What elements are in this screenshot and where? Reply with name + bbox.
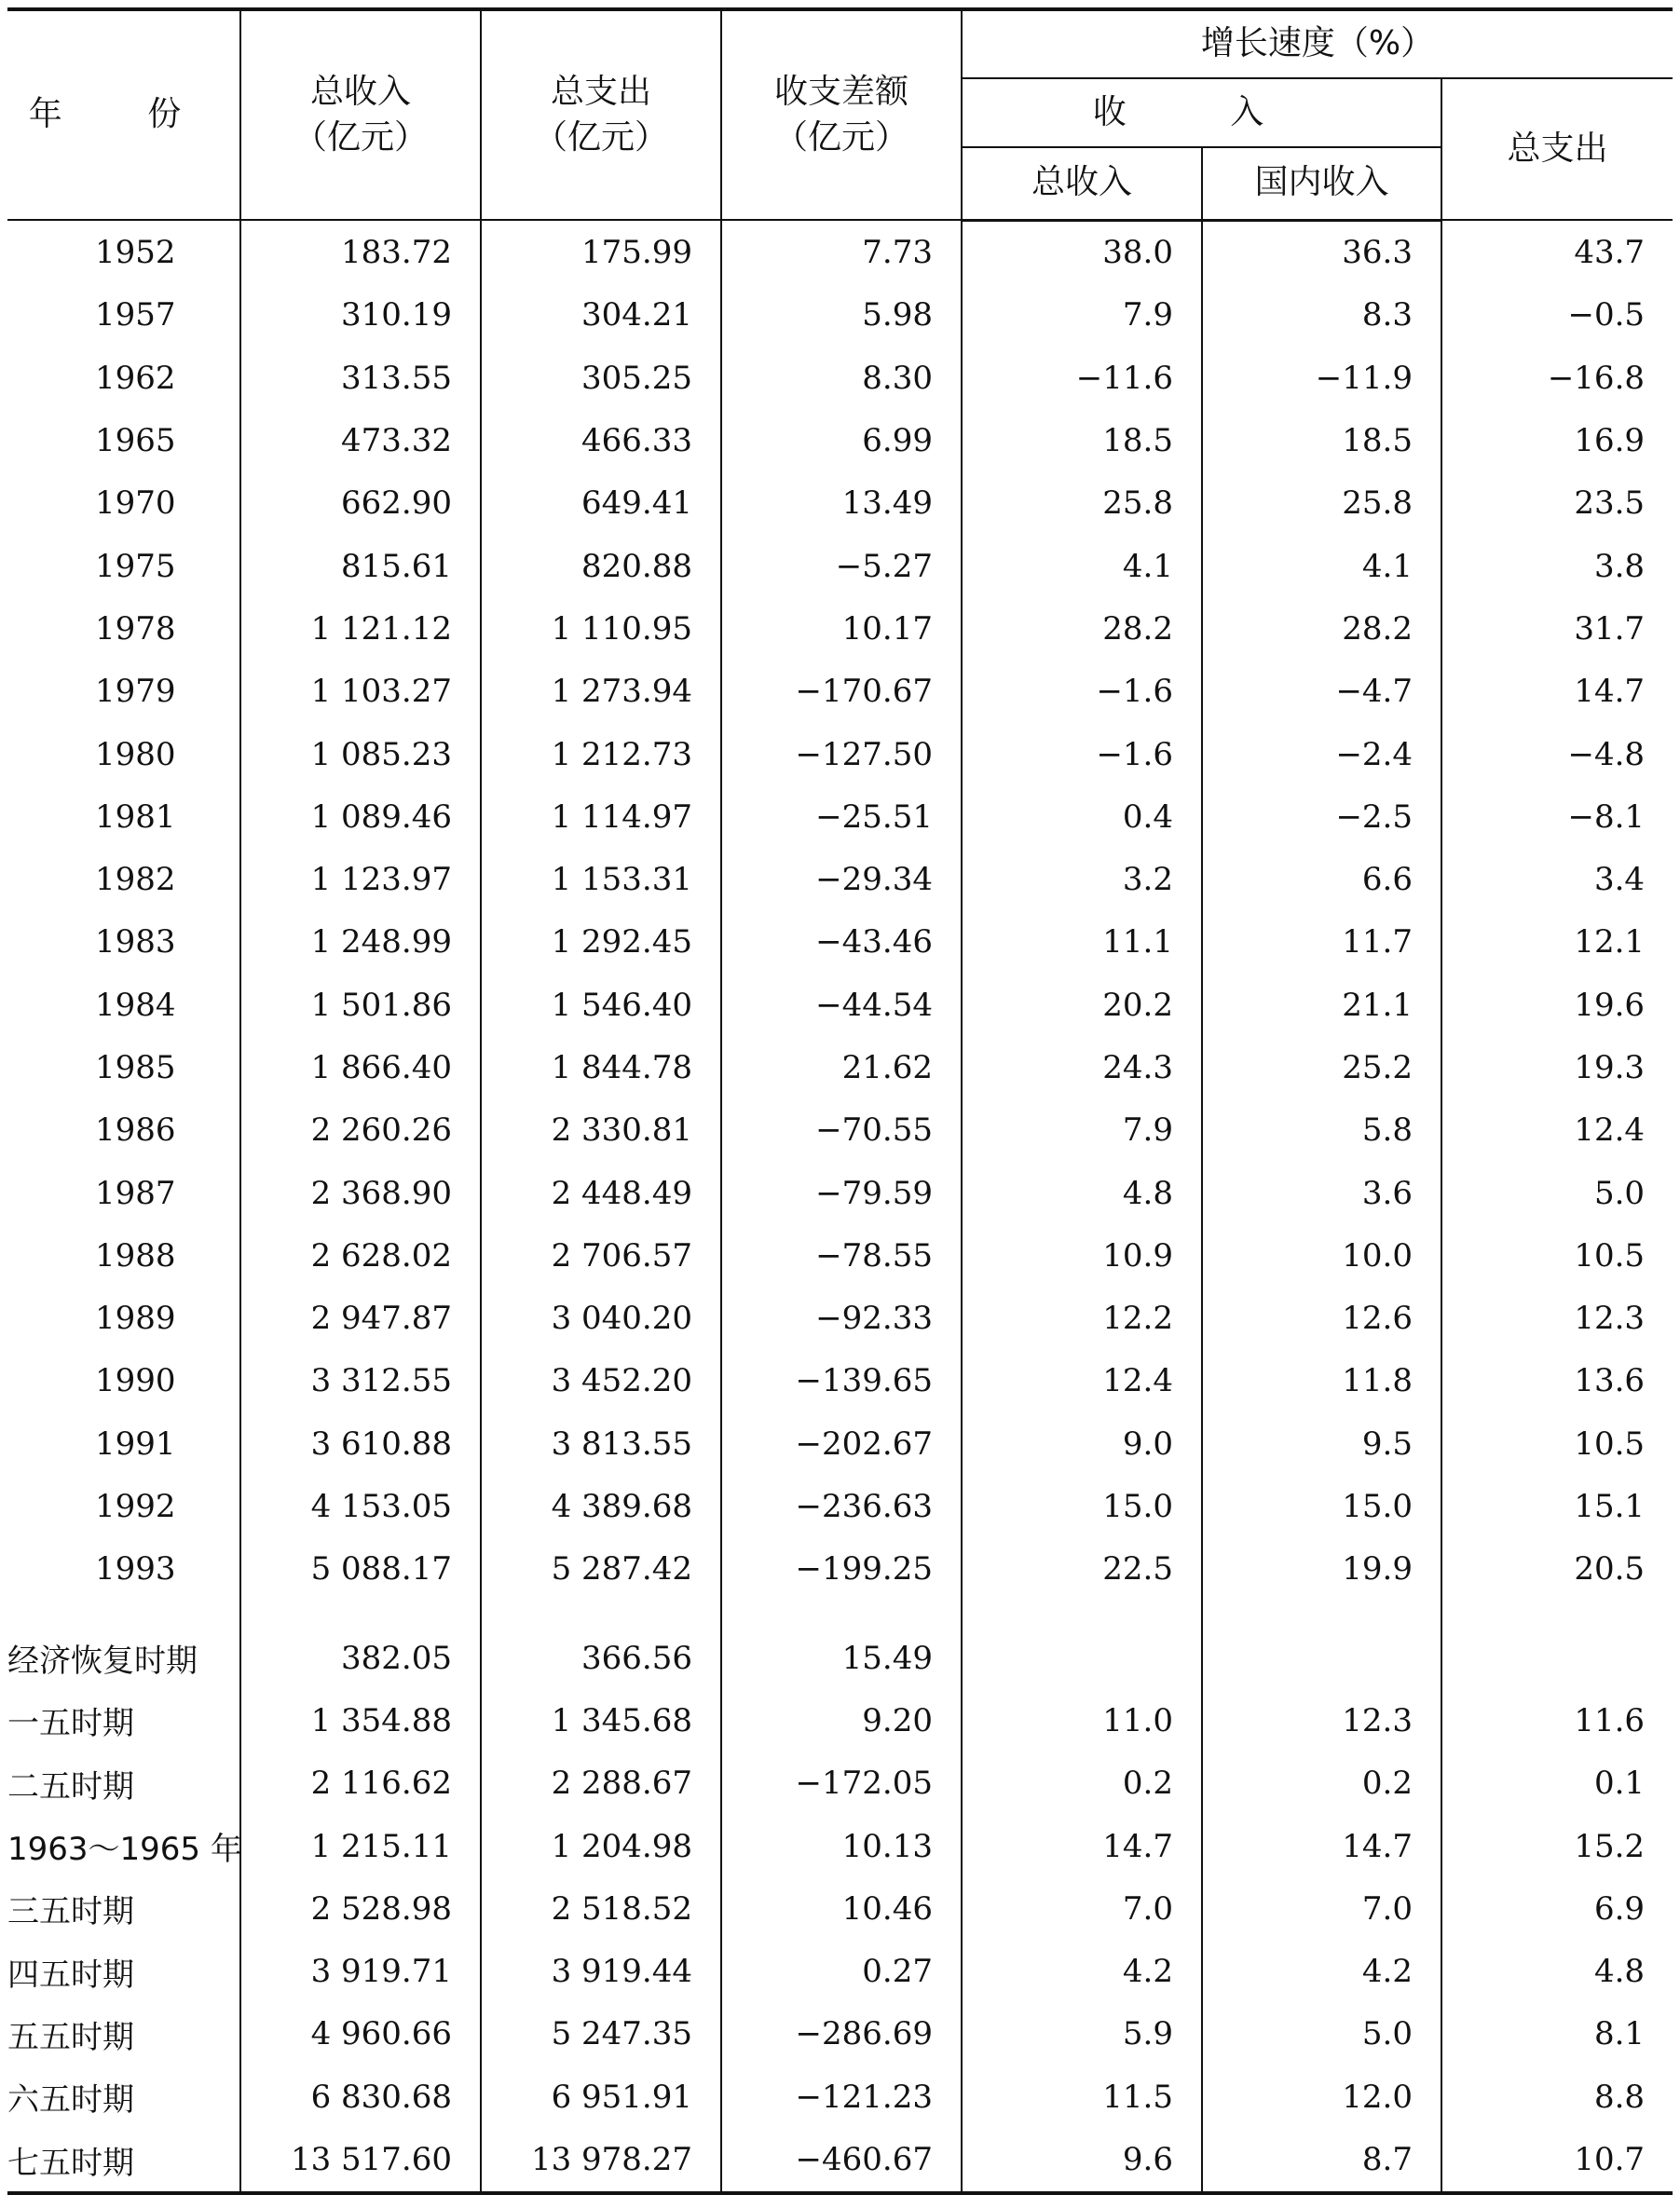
cell-growth-domestic-revenue: 11.8 xyxy=(1202,1350,1441,1412)
cell-growth-total-revenue: 25.8 xyxy=(962,472,1202,535)
cell-total-revenue: 2 947.87 xyxy=(240,1288,481,1350)
cell-growth-total-expenditure: 4.8 xyxy=(1441,1941,1673,2003)
cell-label: 1989 xyxy=(7,1288,240,1350)
cell-label: 二五时期 xyxy=(7,1752,240,1815)
cell-growth-total-expenditure: 0.1 xyxy=(1441,1752,1673,1815)
cell-total-revenue: 313.55 xyxy=(240,347,481,409)
cell-total-expenditure: 175.99 xyxy=(481,220,721,284)
year-row xyxy=(7,1475,1673,1537)
cell-total-revenue: 1 501.86 xyxy=(240,974,481,1036)
cell-growth-total-expenditure xyxy=(1441,1627,1673,1689)
cell-total-expenditure: 2 288.67 xyxy=(481,1752,721,1815)
cell-growth-total-revenue: 9.0 xyxy=(962,1412,1202,1475)
cell-growth-total-expenditure: −4.8 xyxy=(1441,723,1673,785)
cell-balance: −139.65 xyxy=(721,1350,962,1412)
cell-total-expenditure: 649.41 xyxy=(481,472,721,535)
cell-balance: 13.49 xyxy=(721,472,962,535)
cell-label: 五五时期 xyxy=(7,2003,240,2065)
cell-growth-domestic-revenue: 25.2 xyxy=(1202,1036,1441,1098)
cell-total-revenue: 3 919.71 xyxy=(240,1941,481,2003)
cell-growth-total-revenue: 15.0 xyxy=(962,1475,1202,1537)
cell-total-expenditure: 1 546.40 xyxy=(481,974,721,1036)
cell-growth-domestic-revenue: 12.3 xyxy=(1202,1689,1441,1752)
cell-growth-total-expenditure: 12.1 xyxy=(1441,911,1673,974)
cell-growth-total-expenditure: 8.8 xyxy=(1441,2065,1673,2128)
cell-growth-total-revenue xyxy=(962,1627,1202,1689)
cell-growth-total-expenditure: 23.5 xyxy=(1441,472,1673,535)
fiscal-data-table xyxy=(7,7,1673,2195)
cell-total-expenditure: 2 448.49 xyxy=(481,1162,721,1224)
cell-total-expenditure: 1 273.94 xyxy=(481,661,721,723)
cell-balance: −79.59 xyxy=(721,1162,962,1224)
year-row xyxy=(7,785,1673,848)
cell-growth-domestic-revenue: −4.7 xyxy=(1202,661,1441,723)
period-row xyxy=(7,2003,1673,2065)
cell-growth-total-revenue: −1.6 xyxy=(962,661,1202,723)
cell-balance: −78.55 xyxy=(721,1224,962,1287)
cell-total-expenditure: 466.33 xyxy=(481,409,721,471)
cell-growth-domestic-revenue: −11.9 xyxy=(1202,347,1441,409)
cell-growth-domestic-revenue: 25.8 xyxy=(1202,472,1441,535)
cell-total-revenue: 1 089.46 xyxy=(240,785,481,848)
cell-balance: −286.69 xyxy=(721,2003,962,2065)
cell-label: 1952 xyxy=(7,220,240,284)
cell-balance: 15.49 xyxy=(721,1627,962,1689)
cell-growth-domestic-revenue: 15.0 xyxy=(1202,1475,1441,1537)
cell-growth-total-revenue: 11.0 xyxy=(962,1689,1202,1752)
cell-growth-total-expenditure: 15.2 xyxy=(1441,1815,1673,1877)
cell-label: 1970 xyxy=(7,472,240,535)
cell-total-expenditure: 1 292.45 xyxy=(481,911,721,974)
cell-label: 1957 xyxy=(7,284,240,347)
year-row xyxy=(7,472,1673,535)
period-row xyxy=(7,1752,1673,1815)
cell-growth-total-revenue: 7.9 xyxy=(962,284,1202,347)
year-row xyxy=(7,1036,1673,1098)
header-total-revenue: 总收入 （亿元） xyxy=(240,9,481,220)
cell-growth-total-expenditure: 12.3 xyxy=(1441,1288,1673,1350)
header-growth-total-expenditure: 总支出 xyxy=(1441,78,1673,220)
cell-growth-domestic-revenue: −2.5 xyxy=(1202,785,1441,848)
cell-balance: 10.17 xyxy=(721,597,962,660)
cell-total-expenditure: 304.21 xyxy=(481,284,721,347)
cell-total-revenue: 2 628.02 xyxy=(240,1224,481,1287)
cell-label: 1987 xyxy=(7,1162,240,1224)
header-growth-rate: 增长速度（%） xyxy=(962,9,1673,78)
cell-label: 1982 xyxy=(7,848,240,910)
cell-growth-total-revenue: 4.1 xyxy=(962,535,1202,597)
cell-total-revenue: 3 610.88 xyxy=(240,1412,481,1475)
cell-growth-total-expenditure: 16.9 xyxy=(1441,409,1673,471)
cell-growth-total-revenue: 20.2 xyxy=(962,974,1202,1036)
period-row xyxy=(7,1941,1673,2003)
cell-growth-domestic-revenue: 6.6 xyxy=(1202,848,1441,910)
year-row xyxy=(7,597,1673,660)
cell-label: 1980 xyxy=(7,723,240,785)
cell-balance: −172.05 xyxy=(721,1752,962,1815)
header-year: 年 份 xyxy=(7,9,240,220)
cell-growth-total-revenue: 9.6 xyxy=(962,2128,1202,2192)
cell-total-expenditure: 2 518.52 xyxy=(481,1877,721,1940)
cell-growth-total-revenue: 3.2 xyxy=(962,848,1202,910)
cell-total-revenue: 1 085.23 xyxy=(240,723,481,785)
cell-total-expenditure: 13 978.27 xyxy=(481,2128,721,2192)
cell-total-revenue: 183.72 xyxy=(240,220,481,284)
cell-balance: −202.67 xyxy=(721,1412,962,1475)
cell-growth-domestic-revenue: 36.3 xyxy=(1202,220,1441,284)
cell-growth-domestic-revenue: 14.7 xyxy=(1202,1815,1441,1877)
year-row xyxy=(7,1162,1673,1224)
year-row xyxy=(7,220,1673,284)
cell-growth-total-expenditure: 12.4 xyxy=(1441,1099,1673,1162)
cell-growth-total-expenditure: 14.7 xyxy=(1441,661,1673,723)
cell-growth-total-revenue: 28.2 xyxy=(962,597,1202,660)
year-row xyxy=(7,535,1673,597)
cell-growth-domestic-revenue: 0.2 xyxy=(1202,1752,1441,1815)
cell-total-expenditure: 1 212.73 xyxy=(481,723,721,785)
cell-balance: −460.67 xyxy=(721,2128,962,2192)
cell-label: 一五时期 xyxy=(7,1689,240,1752)
cell-growth-domestic-revenue: 12.0 xyxy=(1202,2065,1441,2128)
cell-total-expenditure: 2 706.57 xyxy=(481,1224,721,1287)
cell-balance: 5.98 xyxy=(721,284,962,347)
cell-growth-domestic-revenue: 18.5 xyxy=(1202,409,1441,471)
header-revenue-group: 收 入 xyxy=(962,78,1441,147)
cell-total-revenue: 815.61 xyxy=(240,535,481,597)
cell-balance: 9.20 xyxy=(721,1689,962,1752)
cell-growth-total-expenditure: 10.5 xyxy=(1441,1224,1673,1287)
cell-balance: 10.13 xyxy=(721,1815,962,1877)
cell-label: 1978 xyxy=(7,597,240,660)
year-row xyxy=(7,1412,1673,1475)
cell-total-expenditure: 2 330.81 xyxy=(481,1099,721,1162)
cell-label: 1983 xyxy=(7,911,240,974)
cell-growth-domestic-revenue: 9.5 xyxy=(1202,1412,1441,1475)
cell-growth-total-revenue: 5.9 xyxy=(962,2003,1202,2065)
cell-total-expenditure: 1 114.97 xyxy=(481,785,721,848)
cell-label: 1986 xyxy=(7,1099,240,1162)
year-row xyxy=(7,347,1673,409)
cell-total-expenditure: 1 153.31 xyxy=(481,848,721,910)
cell-growth-total-revenue: 4.2 xyxy=(962,1941,1202,2003)
cell-growth-total-expenditure: −16.8 xyxy=(1441,347,1673,409)
cell-label: 1985 xyxy=(7,1036,240,1098)
cell-growth-total-expenditure: 19.6 xyxy=(1441,974,1673,1036)
cell-balance: −5.27 xyxy=(721,535,962,597)
cell-balance: 21.62 xyxy=(721,1036,962,1098)
cell-label: 1975 xyxy=(7,535,240,597)
cell-growth-total-revenue: 14.7 xyxy=(962,1815,1202,1877)
year-row xyxy=(7,1288,1673,1350)
cell-growth-total-expenditure: 3.4 xyxy=(1441,848,1673,910)
year-row xyxy=(7,723,1673,785)
cell-growth-domestic-revenue: 21.1 xyxy=(1202,974,1441,1036)
cell-total-expenditure: 1 345.68 xyxy=(481,1689,721,1752)
cell-label: 1991 xyxy=(7,1412,240,1475)
cell-growth-domestic-revenue: −2.4 xyxy=(1202,723,1441,785)
cell-label: 1979 xyxy=(7,661,240,723)
cell-balance: −170.67 xyxy=(721,661,962,723)
cell-growth-total-revenue: 12.2 xyxy=(962,1288,1202,1350)
cell-total-expenditure: 4 389.68 xyxy=(481,1475,721,1537)
cell-total-expenditure: 1 204.98 xyxy=(481,1815,721,1877)
year-row xyxy=(7,848,1673,910)
header-total-expenditure: 总支出 （亿元） xyxy=(481,9,721,220)
cell-total-revenue: 4 153.05 xyxy=(240,1475,481,1537)
cell-total-expenditure: 5 287.42 xyxy=(481,1538,721,1601)
cell-growth-domestic-revenue: 5.0 xyxy=(1202,2003,1441,2065)
cell-growth-domestic-revenue: 7.0 xyxy=(1202,1877,1441,1940)
cell-growth-total-expenditure: 11.6 xyxy=(1441,1689,1673,1752)
cell-growth-total-expenditure: 19.3 xyxy=(1441,1036,1673,1098)
cell-balance: −121.23 xyxy=(721,2065,962,2128)
cell-balance: 10.46 xyxy=(721,1877,962,1940)
cell-label: 1963～1965 年 xyxy=(7,1815,240,1877)
cell-growth-total-expenditure: −8.1 xyxy=(1441,785,1673,848)
year-row xyxy=(7,974,1673,1036)
cell-label: 1988 xyxy=(7,1224,240,1287)
cell-growth-total-revenue: 4.8 xyxy=(962,1162,1202,1224)
cell-growth-total-expenditure: 5.0 xyxy=(1441,1162,1673,1224)
cell-total-revenue: 1 215.11 xyxy=(240,1815,481,1877)
cell-total-revenue: 2 260.26 xyxy=(240,1099,481,1162)
cell-label: 1990 xyxy=(7,1350,240,1412)
table-body xyxy=(7,220,1673,2193)
cell-growth-domestic-revenue: 8.3 xyxy=(1202,284,1441,347)
cell-growth-total-expenditure: 8.1 xyxy=(1441,2003,1673,2065)
cell-total-revenue: 1 866.40 xyxy=(240,1036,481,1098)
cell-total-revenue: 1 103.27 xyxy=(240,661,481,723)
period-row xyxy=(7,1627,1673,1689)
cell-total-expenditure: 3 040.20 xyxy=(481,1288,721,1350)
cell-label: 三五时期 xyxy=(7,1877,240,1940)
cell-total-revenue: 1 121.12 xyxy=(240,597,481,660)
cell-balance: −44.54 xyxy=(721,974,962,1036)
cell-growth-domestic-revenue: 4.2 xyxy=(1202,1941,1441,2003)
cell-growth-total-revenue: 7.0 xyxy=(962,1877,1202,1940)
cell-growth-domestic-revenue: 10.0 xyxy=(1202,1224,1441,1287)
cell-total-expenditure: 820.88 xyxy=(481,535,721,597)
cell-total-revenue: 13 517.60 xyxy=(240,2128,481,2192)
period-row xyxy=(7,1815,1673,1877)
year-row xyxy=(7,1538,1673,1601)
period-row xyxy=(7,1877,1673,1940)
cell-total-expenditure: 366.56 xyxy=(481,1627,721,1689)
cell-growth-total-revenue: 18.5 xyxy=(962,409,1202,471)
cell-balance: −29.34 xyxy=(721,848,962,910)
cell-label: 1962 xyxy=(7,347,240,409)
cell-growth-total-expenditure: 13.6 xyxy=(1441,1350,1673,1412)
year-row xyxy=(7,409,1673,471)
cell-label: 经济恢复时期 xyxy=(7,1627,240,1689)
cell-total-revenue: 2 116.62 xyxy=(240,1752,481,1815)
cell-balance: −199.25 xyxy=(721,1538,962,1601)
cell-growth-total-revenue: 24.3 xyxy=(962,1036,1202,1098)
header-balance: 收支差额 （亿元） xyxy=(721,9,962,220)
cell-total-revenue: 4 960.66 xyxy=(240,2003,481,2065)
cell-growth-total-revenue: 12.4 xyxy=(962,1350,1202,1412)
cell-total-expenditure: 1 110.95 xyxy=(481,597,721,660)
cell-balance: −25.51 xyxy=(721,785,962,848)
cell-label: 四五时期 xyxy=(7,1941,240,2003)
cell-total-expenditure: 3 452.20 xyxy=(481,1350,721,1412)
cell-total-expenditure: 5 247.35 xyxy=(481,2003,721,2065)
period-row xyxy=(7,2065,1673,2128)
cell-growth-total-revenue: 7.9 xyxy=(962,1099,1202,1162)
cell-growth-total-expenditure: 31.7 xyxy=(1441,597,1673,660)
cell-balance: −92.33 xyxy=(721,1288,962,1350)
year-row xyxy=(7,1350,1673,1412)
cell-growth-total-expenditure: 10.5 xyxy=(1441,1412,1673,1475)
cell-total-expenditure: 3 919.44 xyxy=(481,1941,721,2003)
cell-growth-total-expenditure: 20.5 xyxy=(1441,1538,1673,1601)
year-row xyxy=(7,661,1673,723)
cell-growth-total-expenditure: −0.5 xyxy=(1441,284,1673,347)
year-row xyxy=(7,911,1673,974)
cell-growth-total-expenditure: 6.9 xyxy=(1441,1877,1673,1940)
cell-total-revenue: 310.19 xyxy=(240,284,481,347)
cell-label: 六五时期 xyxy=(7,2065,240,2128)
cell-growth-domestic-revenue: 28.2 xyxy=(1202,597,1441,660)
cell-total-revenue: 5 088.17 xyxy=(240,1538,481,1601)
cell-total-revenue: 382.05 xyxy=(240,1627,481,1689)
cell-label: 1981 xyxy=(7,785,240,848)
cell-growth-total-revenue: 10.9 xyxy=(962,1224,1202,1287)
cell-total-revenue: 473.32 xyxy=(240,409,481,471)
table-header xyxy=(7,9,1673,220)
cell-total-expenditure: 3 813.55 xyxy=(481,1412,721,1475)
cell-total-revenue: 662.90 xyxy=(240,472,481,535)
cell-growth-domestic-revenue: 12.6 xyxy=(1202,1288,1441,1350)
cell-total-expenditure: 305.25 xyxy=(481,347,721,409)
cell-total-revenue: 1 123.97 xyxy=(240,848,481,910)
cell-growth-total-expenditure: 15.1 xyxy=(1441,1475,1673,1537)
cell-balance: 8.30 xyxy=(721,347,962,409)
cell-growth-total-revenue: 0.4 xyxy=(962,785,1202,848)
cell-balance: 0.27 xyxy=(721,1941,962,2003)
cell-balance: −127.50 xyxy=(721,723,962,785)
cell-label: 1984 xyxy=(7,974,240,1036)
cell-label: 七五时期 xyxy=(7,2128,240,2192)
cell-total-revenue: 3 312.55 xyxy=(240,1350,481,1412)
cell-balance: 7.73 xyxy=(721,220,962,284)
period-row xyxy=(7,1689,1673,1752)
cell-total-expenditure: 6 951.91 xyxy=(481,2065,721,2128)
cell-growth-domestic-revenue: 3.6 xyxy=(1202,1162,1441,1224)
period-row xyxy=(7,2128,1673,2192)
cell-label: 1993 xyxy=(7,1538,240,1601)
year-row xyxy=(7,284,1673,347)
cell-growth-total-revenue: 38.0 xyxy=(962,220,1202,284)
cell-growth-total-expenditure: 3.8 xyxy=(1441,535,1673,597)
header-growth-total-revenue: 总收入 xyxy=(962,147,1202,220)
cell-balance: −236.63 xyxy=(721,1475,962,1537)
cell-total-revenue: 2 528.98 xyxy=(240,1877,481,1940)
cell-growth-total-revenue: 0.2 xyxy=(962,1752,1202,1815)
cell-balance: 6.99 xyxy=(721,409,962,471)
cell-total-revenue: 6 830.68 xyxy=(240,2065,481,2128)
cell-growth-total-revenue: 22.5 xyxy=(962,1538,1202,1601)
cell-growth-total-expenditure: 10.7 xyxy=(1441,2128,1673,2192)
cell-growth-total-revenue: 11.5 xyxy=(962,2065,1202,2128)
cell-total-revenue: 1 354.88 xyxy=(240,1689,481,1752)
cell-growth-total-revenue: 11.1 xyxy=(962,911,1202,974)
cell-growth-domestic-revenue: 4.1 xyxy=(1202,535,1441,597)
cell-label: 1965 xyxy=(7,409,240,471)
header-growth-domestic-revenue: 国内收入 xyxy=(1202,147,1441,220)
cell-label: 1992 xyxy=(7,1475,240,1537)
cell-growth-total-revenue: −11.6 xyxy=(962,347,1202,409)
cell-growth-total-revenue: −1.6 xyxy=(962,723,1202,785)
year-row xyxy=(7,1224,1673,1287)
section-spacer xyxy=(7,1601,1673,1627)
cell-growth-domestic-revenue: 8.7 xyxy=(1202,2128,1441,2192)
year-row xyxy=(7,1099,1673,1162)
cell-total-expenditure: 1 844.78 xyxy=(481,1036,721,1098)
cell-growth-domestic-revenue: 5.8 xyxy=(1202,1099,1441,1162)
cell-growth-domestic-revenue: 11.7 xyxy=(1202,911,1441,974)
cell-growth-domestic-revenue xyxy=(1202,1627,1441,1689)
cell-growth-domestic-revenue: 19.9 xyxy=(1202,1538,1441,1601)
cell-total-revenue: 1 248.99 xyxy=(240,911,481,974)
cell-total-revenue: 2 368.90 xyxy=(240,1162,481,1224)
cell-balance: −70.55 xyxy=(721,1099,962,1162)
cell-growth-total-expenditure: 43.7 xyxy=(1441,220,1673,284)
cell-balance: −43.46 xyxy=(721,911,962,974)
